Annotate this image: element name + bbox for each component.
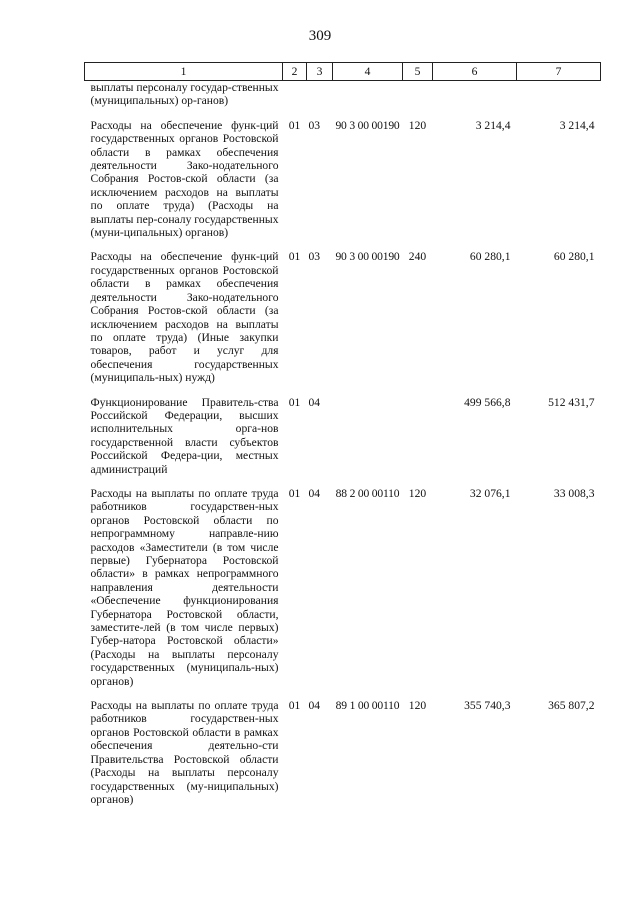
subsection-code: 04 bbox=[308, 395, 321, 409]
expense-name: Расходы на выплаты по оплате труда работников государствен-ных органов Ростовской области по непрограммному направле-нию расходов «Заместители (в том числе первые) Губернатора Ростовской области» в рамках непрограммного направления деятельности «Обеспечение функционирования Губернатора Ростовской области, заместите-лей (в том числе первых) Губер-натора Ростовской области» (Расходы на выплаты персоналу государственных (муниципаль-ных) органов) bbox=[90, 486, 279, 688]
target-article-code bbox=[333, 385, 403, 476]
expense-type-code bbox=[403, 385, 433, 476]
budget-table bbox=[84, 62, 601, 806]
expense-type-code: 240 bbox=[408, 250, 427, 264]
subsection-code: 04 bbox=[308, 699, 321, 713]
amount-year-2 bbox=[517, 81, 601, 108]
column-header: 2 bbox=[283, 63, 307, 81]
subsection-code: 03 bbox=[308, 118, 321, 132]
subsection-code: 03 bbox=[308, 250, 321, 264]
section-code: 01 bbox=[288, 118, 301, 132]
table-row bbox=[85, 239, 601, 384]
amount-year-1 bbox=[433, 81, 517, 108]
amount-year-1: 355 740,3 bbox=[464, 699, 511, 713]
expense-type-code bbox=[403, 81, 433, 108]
target-article-code bbox=[333, 81, 403, 108]
section-code bbox=[283, 81, 307, 108]
section-code: 01 bbox=[288, 486, 301, 500]
section-code: 01 bbox=[288, 699, 301, 713]
table-row bbox=[85, 385, 601, 476]
expense-name: Расходы на обеспечение функ-ций государственных органов Ростовской области в рамках обеспечения деятельности Зако-нодательного Собрания Ростов-ской области (за исключением расходов на выплаты по оплате труда) (Иные закупки товаров, работ и услуг для обеспечения государственных (муниципаль-ных) нужд) bbox=[90, 250, 279, 385]
target-article-code: 90 3 00 00190 bbox=[335, 118, 400, 132]
expense-name: Расходы на выплаты по оплате труда работников государствен-ных органов Ростовской области в рамках обеспечения деятельно-сти Правительства Ростовской области (Расходы на выплаты персоналу государственных (му-ниципальных) органов) bbox=[90, 699, 279, 806]
target-article-code: 89 1 00 00110 bbox=[335, 699, 400, 713]
column-header: 4 bbox=[333, 63, 403, 81]
amount-year-1: 32 076,1 bbox=[469, 486, 511, 500]
amount-year-2: 3 214,4 bbox=[559, 118, 595, 132]
column-header: 5 bbox=[403, 63, 433, 81]
table-row bbox=[85, 81, 601, 108]
amount-year-1: 60 280,1 bbox=[469, 250, 511, 264]
expense-name: Функционирование Правитель-ства Российской Федерации, высших исполнительных орга-нов государственной власти субъектов Российской Федера-ции, местных администраций bbox=[90, 395, 279, 476]
page-number: 309 bbox=[308, 28, 332, 44]
amount-year-2: 512 431,7 bbox=[548, 395, 595, 409]
expense-type-code: 120 bbox=[408, 699, 427, 713]
amount-year-1: 3 214,4 bbox=[475, 118, 511, 132]
section-code: 01 bbox=[288, 250, 301, 264]
expense-type-code: 120 bbox=[408, 118, 427, 132]
table-row bbox=[85, 476, 601, 688]
column-header: 7 bbox=[517, 63, 601, 81]
expense-name: Расходы на обеспечение функ-ций государственных органов Ростовской области в рамках обеспечения деятельности Зако-нодательного Собрания Ростов-ской области (за исключением расходов на выплаты по оплате труда) (Расходы на выплаты пер-соналу государственных (муни-ципальных) органов) bbox=[90, 118, 279, 240]
column-header: 6 bbox=[433, 63, 517, 81]
column-header: 3 bbox=[307, 63, 333, 81]
subsection-code bbox=[307, 81, 333, 108]
expense-name: выплаты персоналу государ-ственных (муниципальных) ор-ганов) bbox=[90, 81, 279, 108]
table-header-row bbox=[85, 63, 601, 81]
section-code: 01 bbox=[288, 395, 301, 409]
table-row bbox=[85, 108, 601, 240]
target-article-code: 88 2 00 00110 bbox=[335, 486, 400, 500]
column-header: 1 bbox=[85, 63, 283, 81]
table-row bbox=[85, 688, 601, 806]
expense-type-code: 120 bbox=[408, 486, 427, 500]
amount-year-1: 499 566,8 bbox=[464, 395, 511, 409]
amount-year-2: 33 008,3 bbox=[553, 486, 595, 500]
target-article-code: 90 3 00 00190 bbox=[335, 250, 400, 264]
amount-year-2: 365 807,2 bbox=[548, 699, 595, 713]
subsection-code: 04 bbox=[308, 486, 321, 500]
amount-year-2: 60 280,1 bbox=[553, 250, 595, 264]
